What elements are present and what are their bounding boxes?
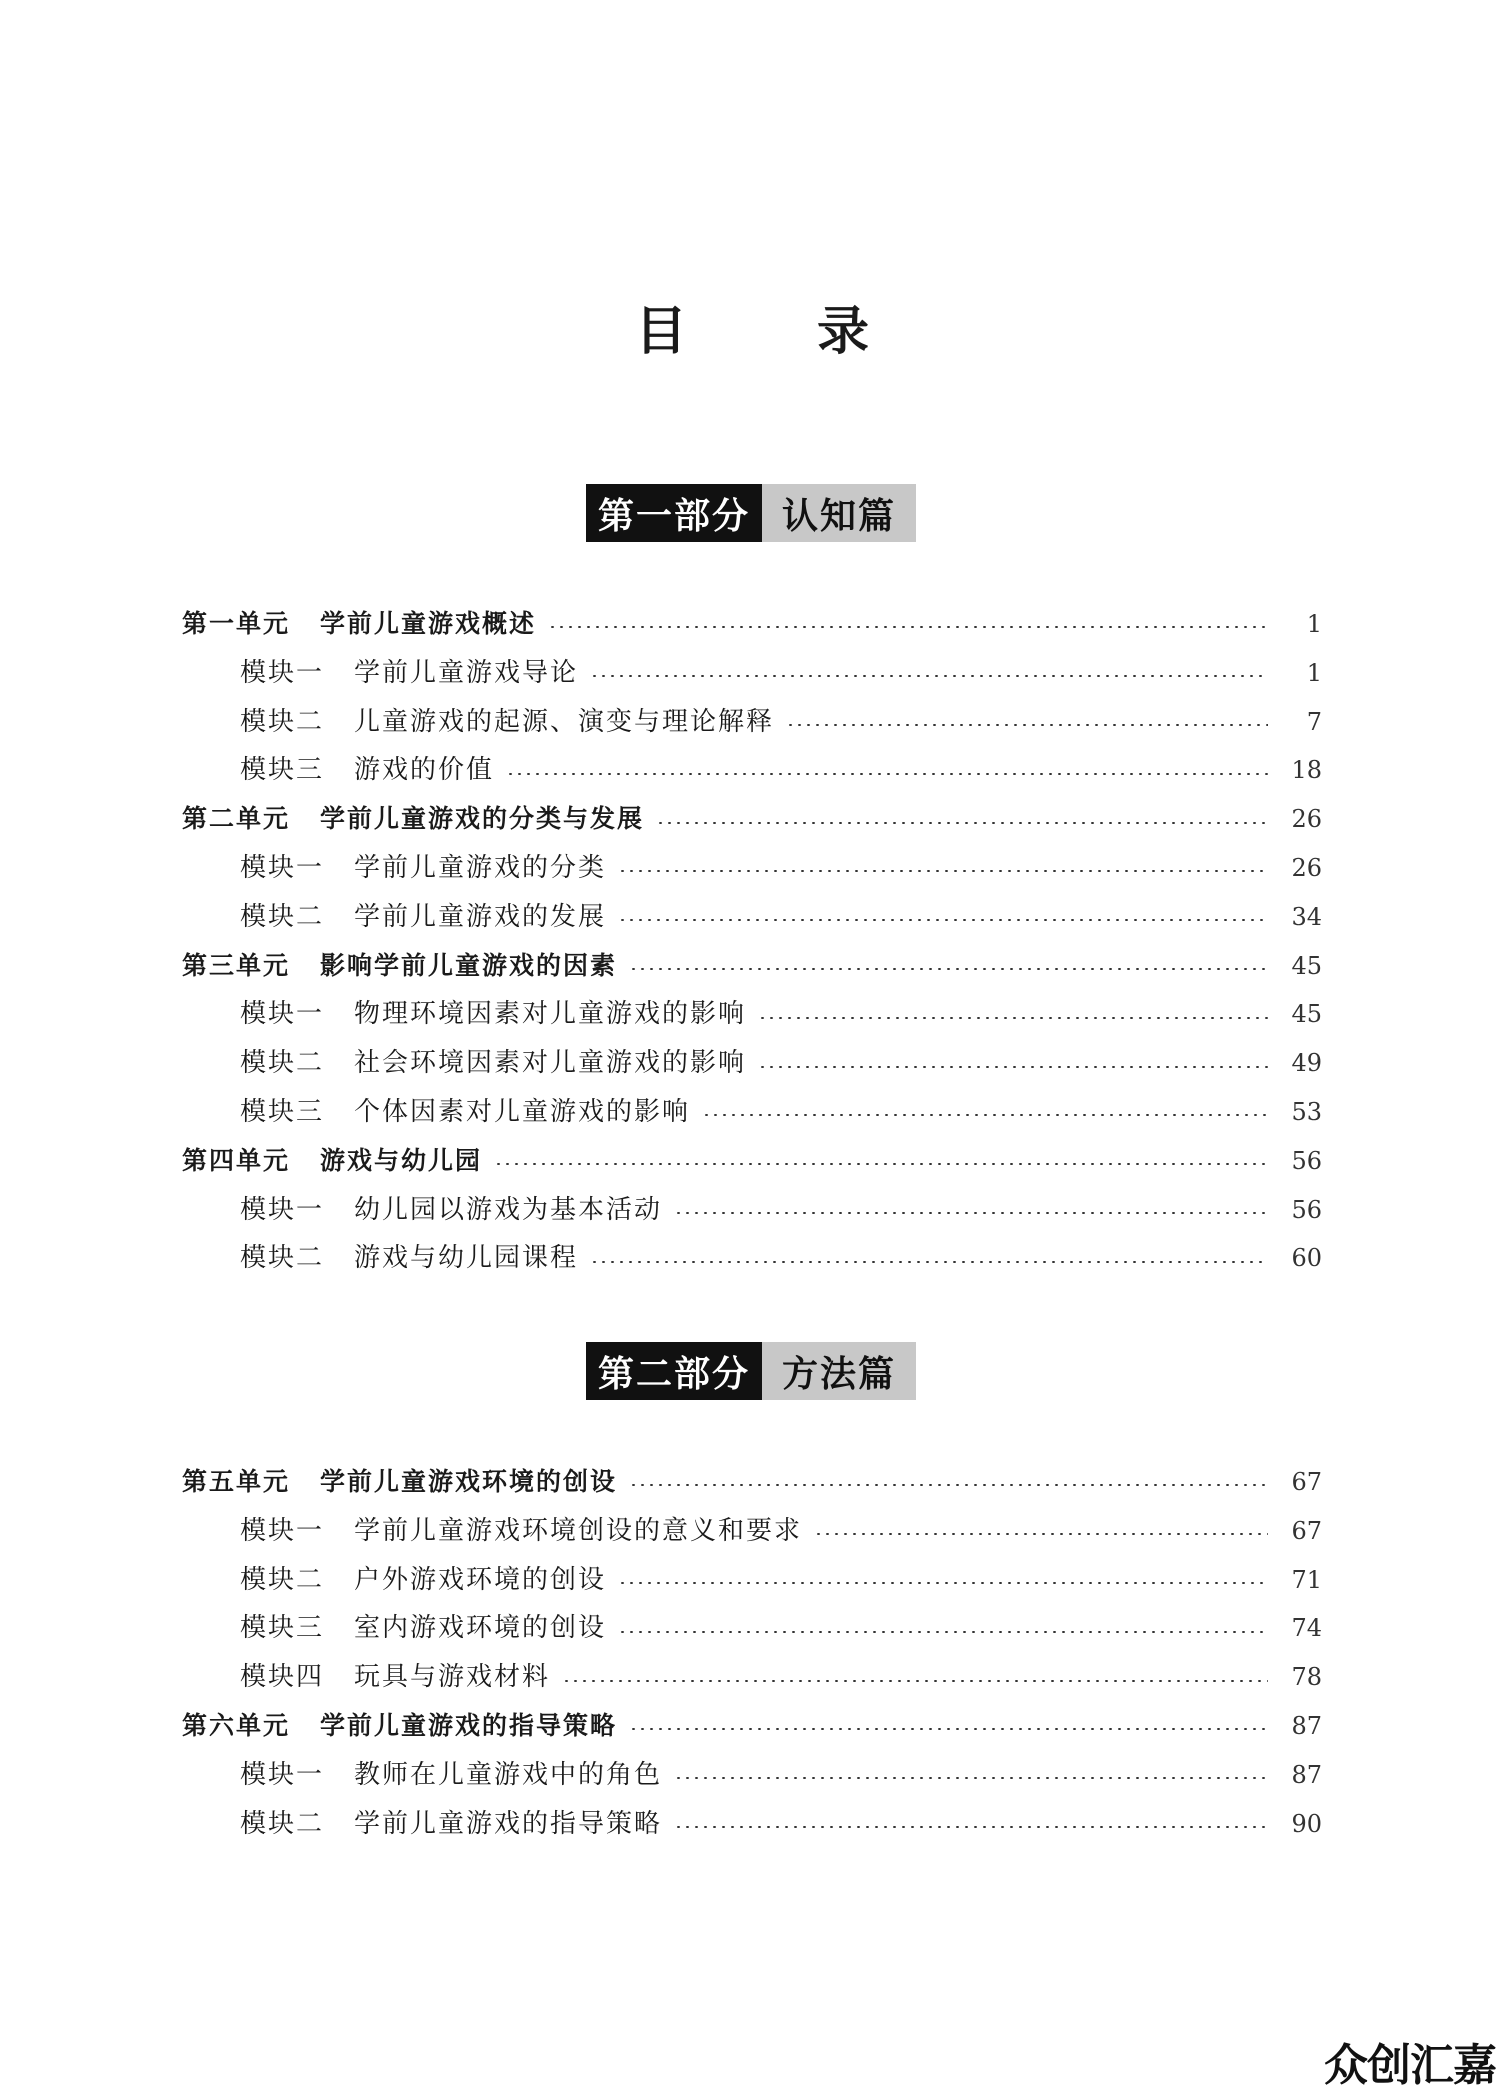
toc-page-number: 49	[1291, 1049, 1322, 1078]
dot-leader	[629, 968, 1268, 970]
toc-unit-entry[interactable]	[182, 942, 1322, 991]
toc-page-number: 78	[1291, 1663, 1322, 1692]
toc-entry-label: 模块二	[240, 1243, 325, 1274]
toc-unit-entry[interactable]	[182, 1458, 1322, 1507]
toc-page-number: 26	[1291, 805, 1322, 834]
toc-module-entry[interactable]	[182, 649, 1322, 698]
dot-leader	[786, 724, 1268, 726]
dot-leader	[629, 1484, 1268, 1486]
toc-page-number: 1	[1306, 658, 1322, 687]
dot-leader	[618, 919, 1268, 921]
toc-page-number: 90	[1291, 1809, 1322, 1838]
toc-entry-title: 社会环境因素对儿童游戏的影响	[354, 1048, 747, 1079]
toc-module-entry[interactable]	[182, 1751, 1322, 1800]
toc-module-entry[interactable]	[182, 746, 1322, 795]
toc-module-entry[interactable]	[182, 1039, 1322, 1088]
dot-leader	[758, 1066, 1268, 1068]
toc-page-number: 56	[1291, 1146, 1322, 1175]
toc-unit-entry[interactable]	[182, 795, 1322, 844]
toc-entry-label: 第三单元	[182, 950, 291, 980]
toc-page-number: 53	[1291, 1097, 1322, 1126]
dot-leader	[674, 1826, 1268, 1828]
toc-page-number: 18	[1291, 756, 1322, 785]
toc-page-number: 67	[1291, 1516, 1322, 1545]
toc-entry-label: 模块三	[240, 755, 325, 786]
toc-page-number: 67	[1291, 1468, 1322, 1496]
toc-module-entry[interactable]	[182, 1088, 1322, 1137]
toc-module-entry[interactable]	[182, 844, 1322, 893]
dot-leader	[629, 1728, 1268, 1730]
toc-entry-label: 模块三	[240, 1613, 325, 1644]
toc-unit-entry[interactable]	[182, 1702, 1322, 1751]
toc-entry-title: 学前儿童游戏的发展	[354, 901, 607, 932]
toc-entry-label: 第五单元	[182, 1467, 291, 1496]
toc-page-number: 87	[1291, 1711, 1322, 1740]
dot-leader	[656, 822, 1268, 824]
toc-entry-label: 模块二	[240, 1564, 325, 1595]
toc-entry-title: 物理环境因素对儿童游戏的影响	[354, 999, 747, 1030]
toc-entry-title: 幼儿园以游戏为基本活动	[354, 1194, 663, 1225]
watermark-logo: 众创汇嘉	[1324, 2040, 1496, 2091]
dot-leader	[674, 1212, 1268, 1214]
toc-entry-label: 第四单元	[182, 1145, 291, 1175]
part-banner-2	[586, 1342, 916, 1400]
toc-entry-title: 学前儿童游戏概述	[320, 609, 537, 638]
part-name: 方法篇	[762, 1342, 916, 1400]
toc-page-number: 71	[1291, 1565, 1322, 1594]
toc-module-entry[interactable]	[182, 1234, 1322, 1283]
toc-entry-label: 第二单元	[182, 804, 291, 834]
toc-entry-label: 模块二	[240, 1808, 325, 1839]
dot-leader	[618, 1582, 1268, 1584]
dot-leader	[702, 1114, 1268, 1116]
toc-entry-title: 影响学前儿童游戏的因素	[320, 950, 618, 980]
toc-module-entry[interactable]	[182, 698, 1322, 747]
toc-entry-title: 个体因素对儿童游戏的影响	[354, 1096, 691, 1127]
toc-page-number: 1	[1306, 610, 1322, 638]
toc-entry-title: 学前儿童游戏环境创设的意义和要求	[354, 1515, 803, 1546]
toc-entry-label: 模块一	[240, 999, 325, 1030]
part-number-label: 第二部分	[586, 1342, 762, 1400]
toc-entry-title: 学前儿童游戏导论	[354, 657, 579, 688]
dot-leader	[506, 773, 1268, 775]
dot-leader	[494, 1163, 1268, 1165]
toc-entry-label: 模块一	[240, 1194, 325, 1225]
part-number-label: 第一部分	[586, 484, 762, 542]
dot-leader	[590, 675, 1268, 677]
toc-entry-title: 学前儿童游戏的分类	[354, 852, 607, 883]
toc-entry-title: 户外游戏环境的创设	[354, 1564, 607, 1595]
toc-entry-label: 模块一	[240, 1515, 325, 1546]
toc-unit-entry[interactable]	[182, 1137, 1322, 1186]
toc-module-entry[interactable]	[182, 1556, 1322, 1605]
dot-leader	[758, 1017, 1268, 1019]
toc-entry-label: 模块二	[240, 901, 325, 932]
toc-entry-title: 游戏的价值	[354, 755, 495, 786]
dot-leader	[618, 1631, 1268, 1633]
dot-leader	[590, 1261, 1268, 1263]
part-name: 认知篇	[762, 484, 916, 542]
toc-page-number: 45	[1291, 951, 1322, 980]
toc-page-number: 74	[1291, 1614, 1322, 1643]
dot-leader	[618, 870, 1268, 872]
toc-entry-title: 学前儿童游戏环境的创设	[320, 1467, 618, 1496]
toc-page-number: 26	[1291, 853, 1322, 882]
toc-page-number: 56	[1291, 1195, 1322, 1224]
dot-leader	[674, 1777, 1268, 1779]
toc-entry-label: 模块二	[240, 1048, 325, 1079]
toc-entry-label: 模块三	[240, 1096, 325, 1127]
dot-leader	[548, 626, 1268, 628]
toc-module-entry[interactable]	[182, 1653, 1322, 1702]
toc-page-number: 45	[1291, 1000, 1322, 1029]
toc-entry-label: 模块二	[240, 706, 325, 737]
toc-page-number: 7	[1306, 707, 1322, 736]
toc-entry-title: 学前儿童游戏的分类与发展	[320, 804, 645, 834]
toc-module-entry[interactable]	[182, 1507, 1322, 1556]
toc-unit-entry[interactable]	[182, 600, 1322, 649]
toc-entry-label: 第六单元	[182, 1710, 291, 1740]
toc-section-part-1	[182, 600, 1322, 1283]
toc-module-entry[interactable]	[182, 893, 1322, 942]
toc-entry-label: 第一单元	[182, 609, 291, 638]
toc-module-entry[interactable]	[182, 1186, 1322, 1235]
part-banner-1	[586, 484, 916, 542]
toc-entry-title: 室内游戏环境的创设	[354, 1613, 607, 1644]
dot-leader	[814, 1533, 1268, 1535]
toc-page-number: 87	[1291, 1760, 1322, 1789]
toc-entry-title: 教师在儿童游戏中的角色	[354, 1759, 663, 1790]
toc-entry-title: 儿童游戏的起源、演变与理论解释	[354, 706, 775, 737]
toc-entry-title: 游戏与幼儿园	[320, 1145, 483, 1175]
toc-page-number: 60	[1291, 1244, 1322, 1273]
toc-entry-title: 游戏与幼儿园课程	[354, 1243, 579, 1274]
toc-entry-label: 模块一	[240, 1759, 325, 1790]
toc-entry-title: 学前儿童游戏的指导策略	[354, 1808, 663, 1839]
toc-module-entry[interactable]	[182, 1604, 1322, 1653]
toc-module-entry[interactable]	[182, 990, 1322, 1039]
toc-section-part-2	[182, 1458, 1322, 1848]
toc-entry-label: 模块四	[240, 1662, 325, 1693]
dot-leader	[562, 1680, 1268, 1682]
toc-entry-title: 玩具与游戏材料	[354, 1662, 551, 1693]
toc-entry-label: 模块一	[240, 657, 325, 688]
toc-page-number: 34	[1291, 902, 1322, 931]
page-title: 目 录	[634, 302, 926, 362]
toc-entry-label: 模块一	[240, 852, 325, 883]
toc-module-entry[interactable]	[182, 1800, 1322, 1849]
toc-entry-title: 学前儿童游戏的指导策略	[320, 1710, 618, 1740]
